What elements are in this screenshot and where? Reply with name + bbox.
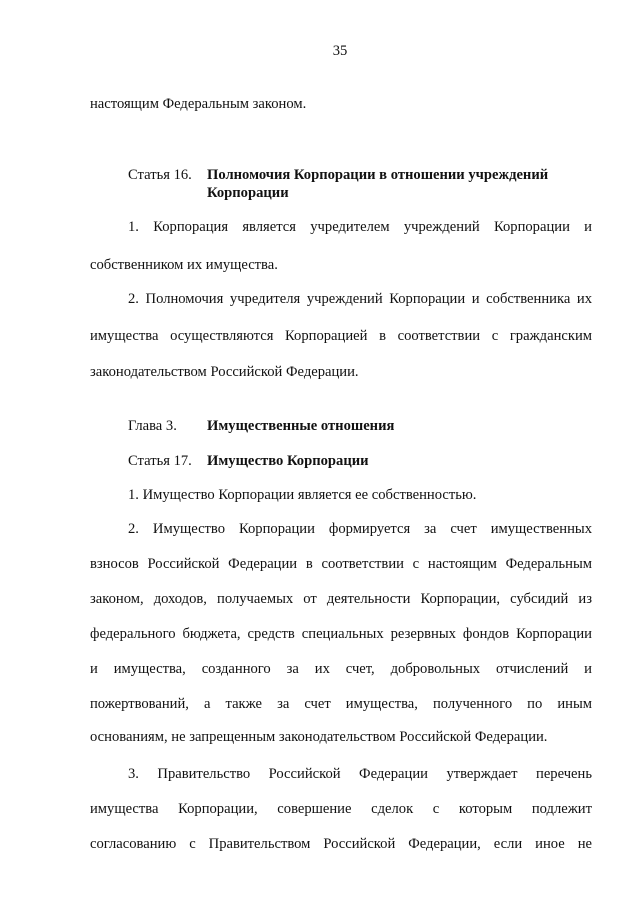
- chapter-3-title: Имущественные отношения: [207, 418, 395, 434]
- paragraph-line: и имущества, созданного за их счет, добровольных отчислений и: [90, 661, 592, 677]
- paragraph-line: 1. Имущество Корпорации является ее собственностью.: [128, 487, 477, 503]
- paragraph-line: пожертвований, а также за счет имущества, полученного по иным: [90, 696, 592, 712]
- paragraph-line: федерального бюджета, средств специальных резервных фондов Корпорации: [90, 626, 592, 642]
- article-16-title-cont: Корпорации: [207, 185, 289, 201]
- paragraph-line: 2. Имущество Корпорации формируется за счет имущественных: [128, 521, 592, 537]
- text-line: настоящим Федеральным законом.: [90, 96, 307, 112]
- paragraph-line: основаниям, не запрещенным законодательством Российской Федерации.: [90, 729, 548, 745]
- paragraph-line: собственником их имущества.: [90, 257, 278, 273]
- paragraph-line: согласованию с Правительством Российской Федерации, если иное не: [90, 836, 592, 852]
- paragraph-line: имущества Корпорации, совершение сделок с которым подлежит: [90, 801, 592, 817]
- paragraph-line: законодательством Российской Федерации.: [90, 364, 359, 380]
- paragraph-line: взносов Российской Федерации в соответствии с настоящим Федеральным: [90, 556, 592, 572]
- paragraph-line: законом, доходов, получаемых от деятельности Корпорации, субсидий из: [90, 591, 592, 607]
- page-number: 35: [332, 43, 348, 59]
- paragraph-line: имущества осуществляются Корпорацией в соответствии с гражданским: [90, 328, 592, 344]
- chapter-3-label: Глава 3.: [128, 418, 177, 434]
- article-17-label: Статья 17.: [128, 453, 192, 469]
- article-17-title: Имущество Корпорации: [207, 453, 369, 469]
- article-16-label: Статья 16.: [128, 167, 192, 183]
- paragraph-line: 2. Полномочия учредителя учреждений Корпорации и собственника их: [128, 291, 592, 307]
- paragraph-line: 3. Правительство Российской Федерации утверждает перечень: [128, 766, 592, 782]
- article-16-title: Полномочия Корпорации в отношении учреждений: [207, 167, 549, 183]
- paragraph-line: 1. Корпорация является учредителем учреждений Корпорации и: [128, 219, 592, 235]
